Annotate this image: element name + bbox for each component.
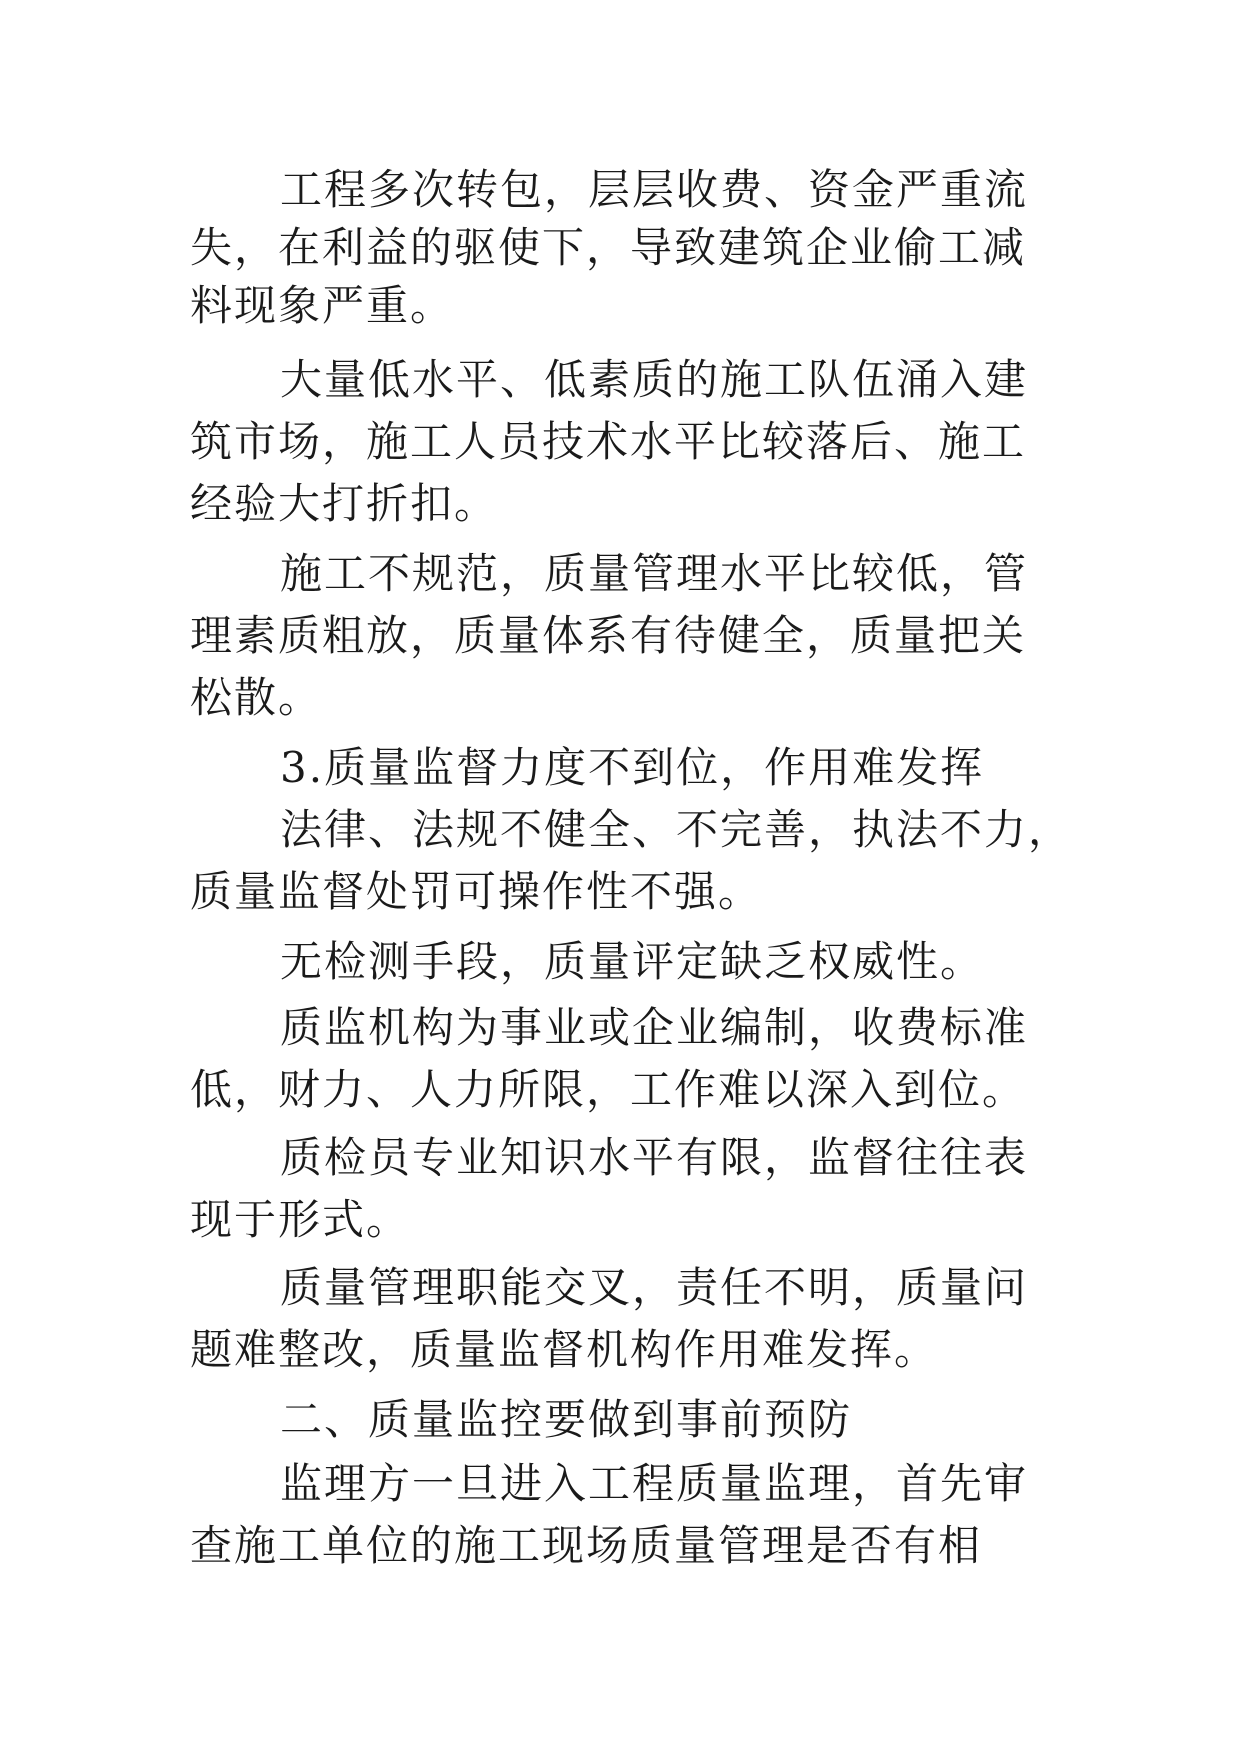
text-line: 料现象严重。 xyxy=(190,281,455,330)
text-line: 失，在利益的驱使下，导致建筑企业偷工减 xyxy=(190,223,1027,272)
text-line: 现于形式。 xyxy=(190,1195,411,1244)
text-line: 施工不规范，质量管理水平比较低，管 xyxy=(280,549,1029,598)
text-line: 质量监督处罚可操作性不强。 xyxy=(190,867,763,916)
text-line: 理素质粗放，质量体系有待健全，质量把关 xyxy=(190,611,1027,660)
section-heading: 二、质量监控要做到事前预防 xyxy=(280,1395,853,1444)
text-line: 质检员专业知识水平有限，监督往往表 xyxy=(280,1133,1029,1182)
section-heading: 3.质量监督力度不到位，作用难发挥 xyxy=(280,743,985,792)
text-line: 筑市场，施工人员技术水平比较落后、施工 xyxy=(190,417,1027,466)
text-line: 大量低水平、低素质的施工队伍涌入建 xyxy=(280,355,1029,404)
text-line: 查施工单位的施工现场质量管理是否有相 xyxy=(190,1521,983,1570)
text-line: 法律、法规不健全、不完善，执法不力， xyxy=(280,805,1073,854)
text-line: 监理方一旦进入工程质量监理，首先审 xyxy=(280,1459,1029,1508)
text-line: 题难整改，质量监督机构作用难发挥。 xyxy=(190,1325,939,1374)
text-line: 低，财力、人力所限，工作难以深入到位。 xyxy=(190,1065,1027,1114)
text-line: 松散。 xyxy=(190,673,323,722)
text-line: 质监机构为事业或企业编制，收费标准 xyxy=(280,1003,1029,1052)
text-line: 无检测手段，质量评定缺乏权威性。 xyxy=(280,937,985,986)
text-line: 质量管理职能交叉，责任不明，质量问 xyxy=(280,1263,1029,1312)
text-line: 工程多次转包，层层收费、资金严重流 xyxy=(280,165,1029,214)
text-line: 经验大打折扣。 xyxy=(190,479,499,528)
